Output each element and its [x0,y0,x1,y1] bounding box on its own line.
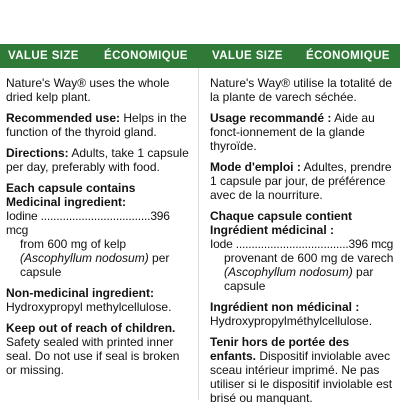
iode-source: provenant de 600 mg de varech (Ascophyllum nodosum) par capsule [224,251,394,293]
banner-value-size-right: VALUE SIZE [212,50,283,62]
each-capsule-heading-fr: Chaque capsule contient [210,209,353,223]
non-medicinal-text: Hydroxypropyl methylcellulose. [6,300,172,314]
non-medicinal-heading: Non-medicinal ingredient: [6,286,155,300]
keep-out-warning-fr: Tenir hors de portée des enfants. Dispositif inviolable avec sceau intérieur imprimé. Ne pas utiliser si le dispositif inviolable est brisé ou manquant. [210,335,393,405]
each-capsule-heading: Each capsule contains [6,181,136,195]
iodine-line: Iodine ...................................396 mcg [6,209,170,237]
top-margin [0,0,400,44]
usage-recommande: Usage recommandé : Aide au fonct-ionnement de la glande thyroïde. [210,111,375,153]
banner-economique-right: ÉCONOMIQUE [306,50,390,62]
recommended-use: Recommended use: Helps in the function of the thyroid gland. [6,111,187,139]
iodine-source: from 600 mg of kelp (Ascophyllum nodosum) per capsule [20,237,170,279]
column-divider [198,68,199,400]
non-medicinal-heading-fr: Ingrédient non médicinal : [210,300,360,314]
medicinal-ingredient-heading: Medicinal ingredient: [6,195,127,209]
mode-emploi: Mode d'emploi : Adultes, prendre 1 capsule par jour, de préférence avec de la nourriture. [210,160,392,202]
french-column [210,76,396,412]
banner-economique-left: ÉCONOMIQUE [104,50,188,62]
banner-value-size-left: VALUE SIZE [8,50,79,62]
intro-text: Nature's Way® uses the whole dried kelp plant. [6,76,170,104]
keep-out-warning: Keep out of reach of children. Safety sealed with printed inner seal. Do not use if seal is broken or missing. [6,321,180,377]
non-medicinal-text-fr: Hydroxypropylméthylcellulose. [210,314,373,328]
intro-text-fr: Nature's Way® utilise la totalité de la plante de varech séchée. [210,76,393,104]
iode-line: Iode ....................................396 mcg [210,237,394,251]
medicinal-ingredient-heading-fr: Ingrédient médicinal : [210,223,335,237]
value-size-banner [0,44,400,68]
directions: Directions: Adults, take 1 capsule per day, preferably with food. [6,146,189,174]
english-column [6,76,192,384]
